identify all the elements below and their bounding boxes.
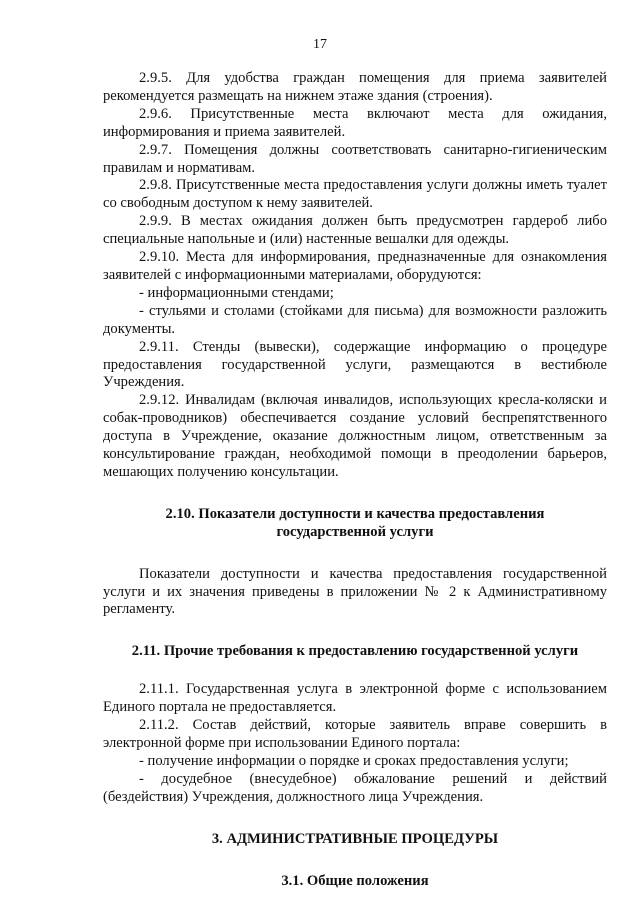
page-number: 17 <box>313 37 327 52</box>
paragraph: - получение информации о порядке и сроках предоставления услуги; <box>139 752 569 769</box>
paragraph: 2.11.2. Состав действий, которые заявитель вправе совершить в электронной форме при использовании Единого портала: <box>103 717 607 751</box>
paragraph: Показатели доступности и качества предоставления государственной услуги и их значения приведены в приложении № 2 к Административному регламенту. <box>103 565 607 618</box>
spacer <box>103 661 607 681</box>
paragraph: 2.9.7. Помещения должны соответствовать санитарно-гигиеническим правилам и нормативам. <box>103 141 607 176</box>
spacer <box>103 482 607 506</box>
paragraph: - стульями и столами (стойками для письма) для возможности разложить документы. <box>103 302 607 337</box>
paragraph: - досудебное (внесудебное) обжалование решений и действий (бездействия) Учреждения, должностного лица Учреждения. <box>103 770 607 805</box>
paragraph: 2.9.9. В местах ожидания должен быть предусмотрен гардероб либо специальные напольные и (или) настенные вешалки для одежды. <box>103 213 607 248</box>
spacer <box>103 849 607 873</box>
section-heading: 2.11. Прочие требования к предоставлению государственной услуги <box>131 643 579 660</box>
spacer <box>103 619 607 643</box>
paragraph: 2.9.6. Присутственные места включают места для ожидания, информирования и приема заявителей. <box>103 105 607 140</box>
paragraph: 2.9.12. Инвалидам (включая инвалидов, использующих кресла-коляски и собак-проводников) обеспечивается создание условий беспрепятственного доступа в Учреждение, оказание должностным лицом, ответственным за консультирование граждан, необходимой помощи в преодолении барьеров, мешающих получению консультации. <box>103 392 607 480</box>
paragraph: 2.9.11. Стенды (вывески), содержащие информацию о процедуре предоставления государственной услуги, размещаются в вестибюле Учреждения. <box>103 338 607 391</box>
section-heading: 3. АДМИНИСТРАТИВНЫЕ ПРОЦЕДУРЫ <box>211 830 499 847</box>
paragraph: 2.9.5. Для удобства граждан помещения для приема заявителей рекомендуется размещать на нижнем этаже здания (строения). <box>103 70 607 104</box>
paragraph: 2.9.10. Места для информирования, предназначенные для ознакомления заявителей с информационными материалами, оборудуются: <box>103 249 607 283</box>
section-heading: государственной услуги <box>276 523 434 540</box>
section-heading: 2.10. Показатели доступности и качества предоставления <box>165 505 545 522</box>
section-heading: 3.1. Общие положения <box>281 872 429 889</box>
spacer <box>103 807 607 831</box>
paragraph: 2.11.1. Государственная услуга в электронной форме с использованием Единого портала не предоставляется. <box>103 681 607 716</box>
document-body <box>103 70 607 890</box>
paragraph: 2.9.8. Присутственные места предоставления услуги должны иметь туалет со свободным доступом к нему заявителей. <box>103 177 607 212</box>
paragraph: - информационными стендами; <box>139 284 334 301</box>
spacer <box>103 542 607 566</box>
